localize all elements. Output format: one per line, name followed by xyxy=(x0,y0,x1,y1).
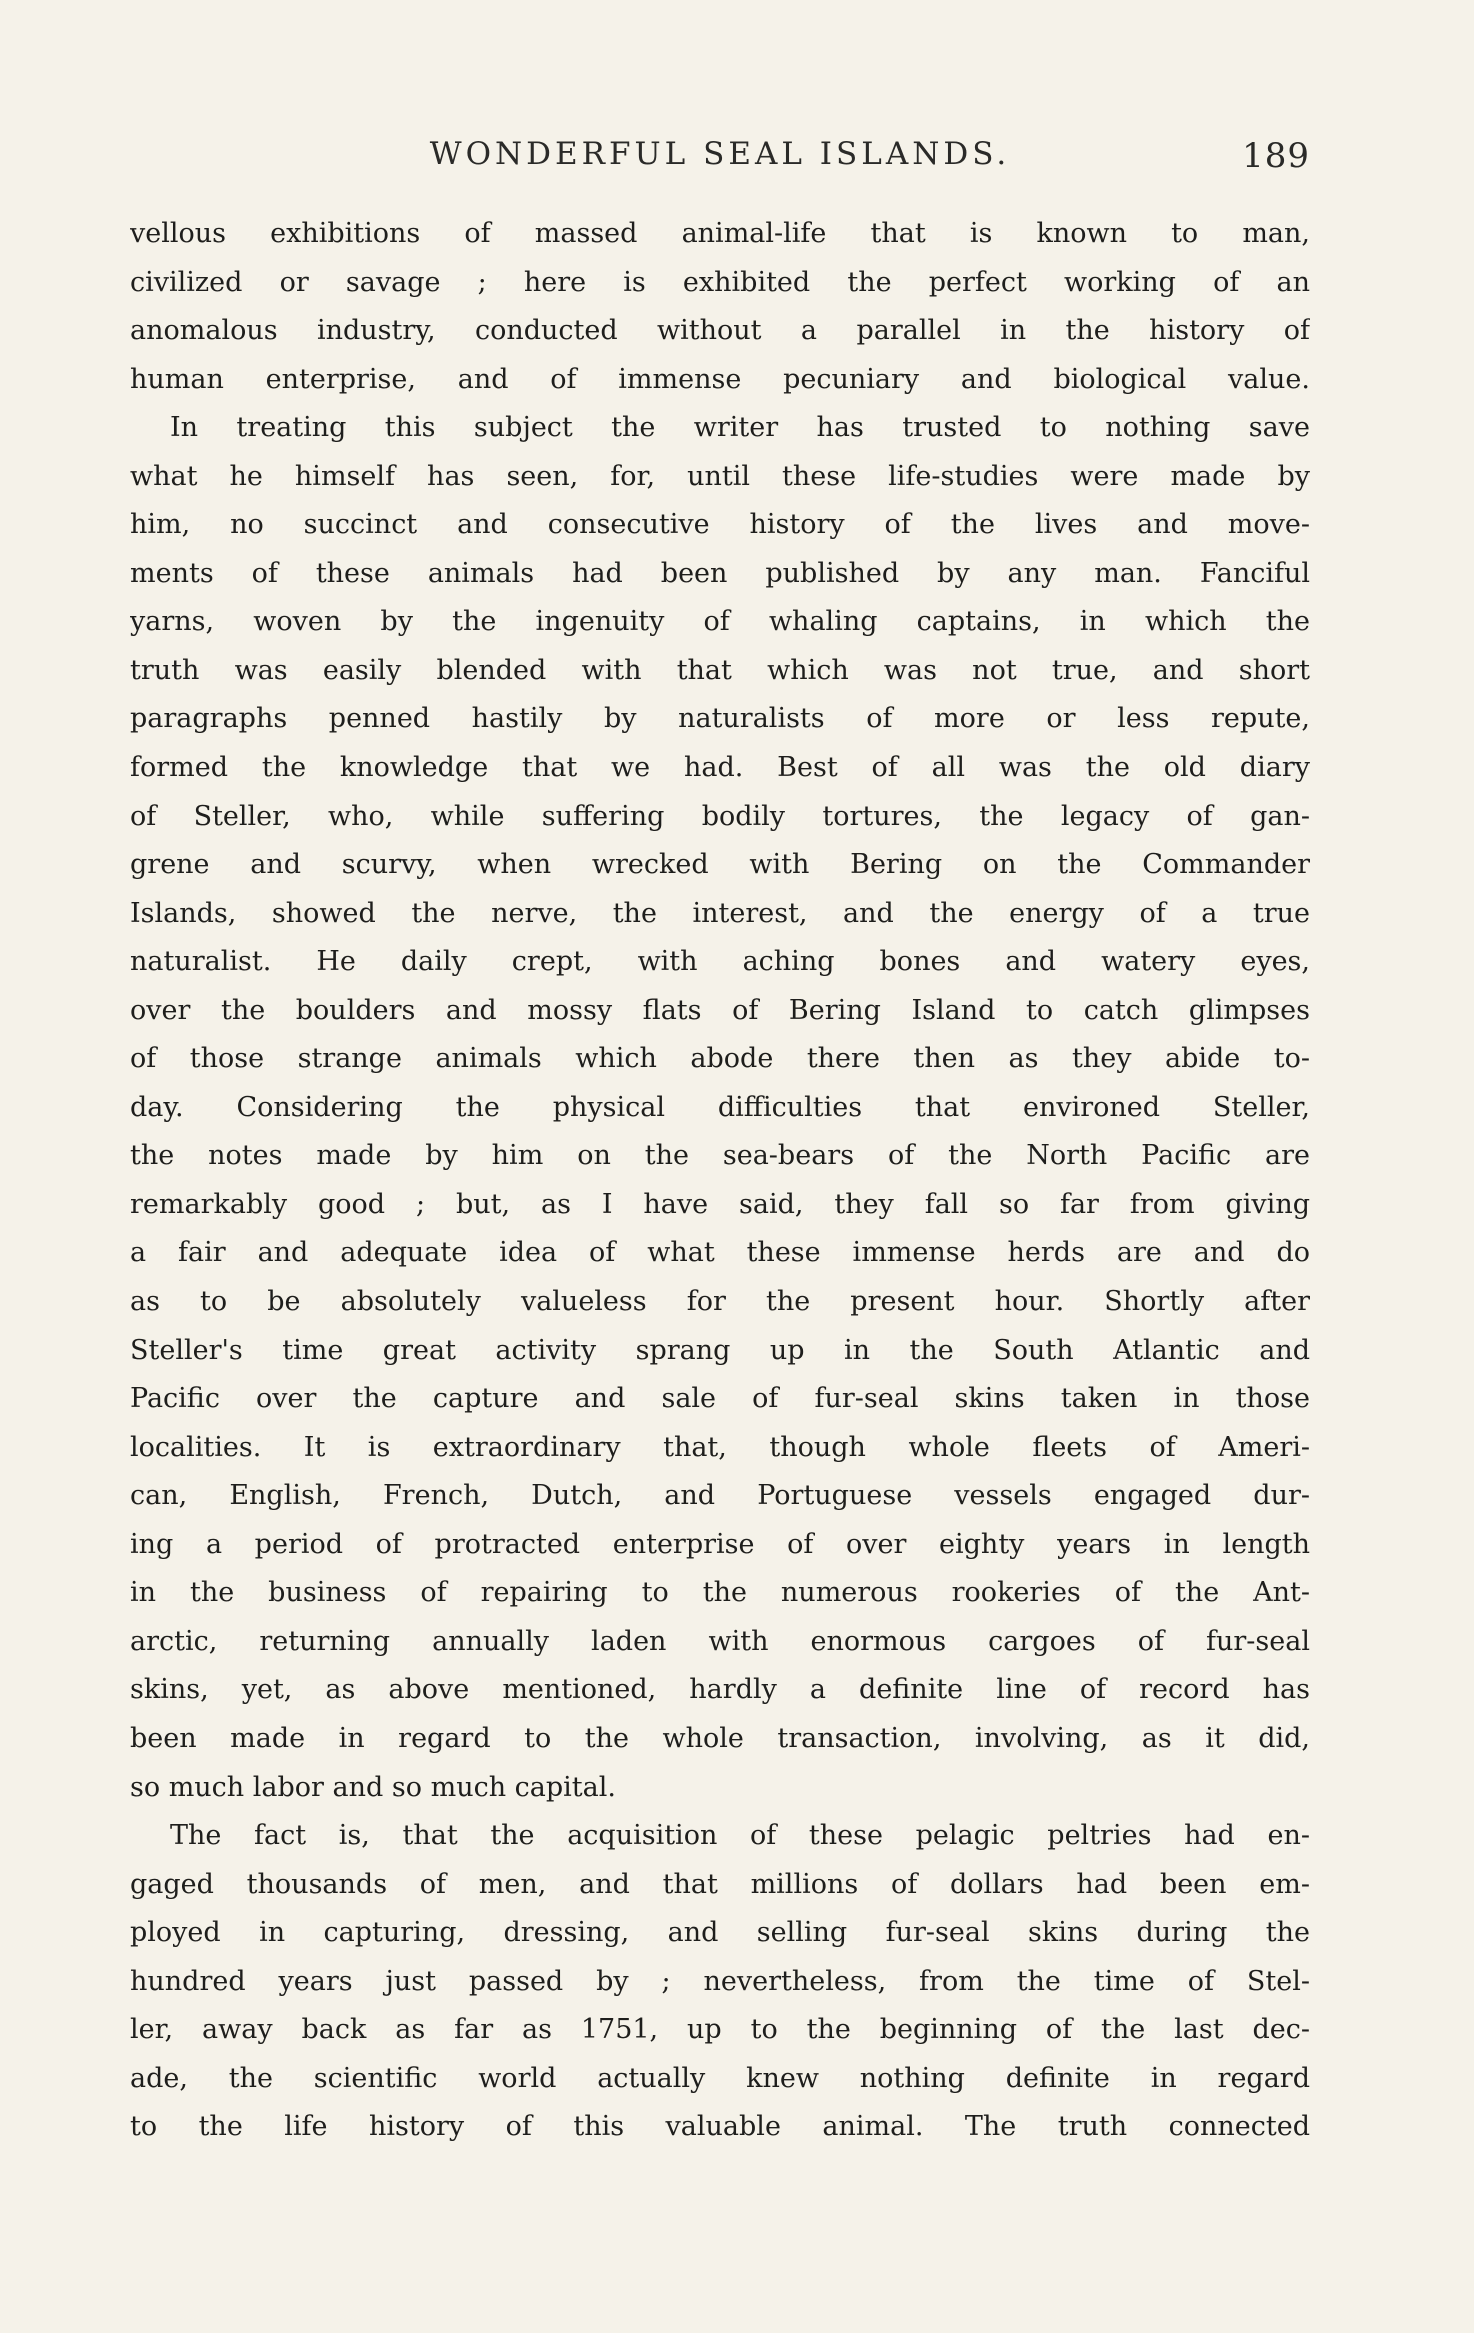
page-number: 189 xyxy=(1242,136,1310,176)
paragraph-3 xyxy=(130,1812,1310,2152)
text-line: Pacific over the capture and sale of fur-seal skins taken in those xyxy=(130,1383,1310,1415)
text-line: truth was easily blended with that which was not true, and short xyxy=(130,654,1310,686)
text-line: anomalous industry, conducted without a parallel in the history of xyxy=(130,315,1310,347)
paragraph-1 xyxy=(130,210,1310,404)
text-line: human enterprise, and of immense pecuniary and biological value. xyxy=(130,363,1310,395)
text-line: been made in regard to the whole transaction, involving, as it did, xyxy=(130,1722,1310,1754)
text-line: as to be absolutely valueless for the present hour. Shortly after xyxy=(130,1286,1310,1318)
text-line: vellous exhibitions of massed animal-life that is known to man, xyxy=(130,218,1310,249)
text-line: of Steller, who, while suffering bodily tortures, the legacy of gan- xyxy=(130,800,1310,832)
text-line: can, English, French, Dutch, and Portuguese vessels engaged dur- xyxy=(130,1480,1310,1512)
text-line: arctic, returning annually laden with enormous cargoes of fur-seal xyxy=(130,1625,1310,1657)
running-head xyxy=(130,136,1310,186)
text-line: a fair and adequate idea of what these immense herds are and do xyxy=(130,1237,1310,1269)
text-line: to the life history of this valuable animal. The truth connected xyxy=(130,2111,1310,2143)
text-line: ments of these animals had been published by any man. Fanciful xyxy=(130,557,1310,589)
text-line: day. Considering the physical difficulties that environed Steller, xyxy=(130,1091,1310,1123)
text-line: ployed in capturing, dressing, and selling fur-seal skins during the xyxy=(130,1917,1310,1949)
running-title: WONDERFUL SEAL ISLANDS. xyxy=(429,136,1011,172)
text-line: skins, yet, as above mentioned, hardly a definite line of record has xyxy=(130,1674,1310,1706)
text-line: ade, the scientific world actually knew nothing definite in regard xyxy=(130,2062,1310,2094)
text-line: yarns, woven by the ingenuity of whaling captains, in which the xyxy=(130,606,1310,638)
text-line: him, no succinct and consecutive history of the lives and move- xyxy=(130,509,1310,541)
text-line: gaged thousands of men, and that millions of dollars had been em- xyxy=(130,1868,1310,1900)
text-line: in the business of repairing to the numerous rookeries of the Ant- xyxy=(130,1577,1310,1609)
text-line: The fact is, that the acquisition of these pelagic peltries had en- xyxy=(170,1820,1310,1852)
text-line: paragraphs penned hastily by naturalists of more or less repute, xyxy=(130,703,1310,735)
text-line: ler, away back as far as 1751, up to the beginning of the last dec- xyxy=(130,2014,1310,2046)
text-line: ing a period of protracted enterprise of over eighty years in length xyxy=(130,1528,1310,1560)
text-line: over the boulders and mossy flats of Bering Island to catch glimpses xyxy=(130,994,1310,1026)
text-line: grene and scurvy, when wrecked with Bering on the Commander xyxy=(130,849,1310,881)
text-line: the notes made by him on the sea-bears of the North Pacific are xyxy=(130,1140,1310,1172)
text-line: Steller's time great activity sprang up in the South Atlantic and xyxy=(130,1334,1310,1366)
text-line: localities. It is extraordinary that, though whole fleets of Ameri- xyxy=(130,1431,1310,1463)
body-text xyxy=(130,210,1310,2152)
text-line: of those strange animals which abode there then as they abide to- xyxy=(130,1043,1310,1075)
text-line: hundred years just passed by ; nevertheless, from the time of Stel- xyxy=(130,1965,1310,1997)
text-line: so much labor and so much capital. xyxy=(130,1771,616,1803)
paragraph-2 xyxy=(130,404,1310,1812)
text-line: naturalist. He daily crept, with aching bones and watery eyes, xyxy=(130,946,1310,978)
text-line: what he himself has seen, for, until these life-studies were made by xyxy=(130,460,1310,492)
text-line: civilized or savage ; here is exhibited the perfect working of an xyxy=(130,266,1310,298)
text-line: formed the knowledge that we had. Best of all was the old diary xyxy=(130,752,1310,784)
text-line: Islands, showed the nerve, the interest, and the energy of a true xyxy=(130,897,1310,929)
text-line: In treating this subject the writer has trusted to nothing save xyxy=(170,412,1310,444)
text-line: remarkably good ; but, as I have said, they fall so far from giving xyxy=(130,1188,1310,1220)
